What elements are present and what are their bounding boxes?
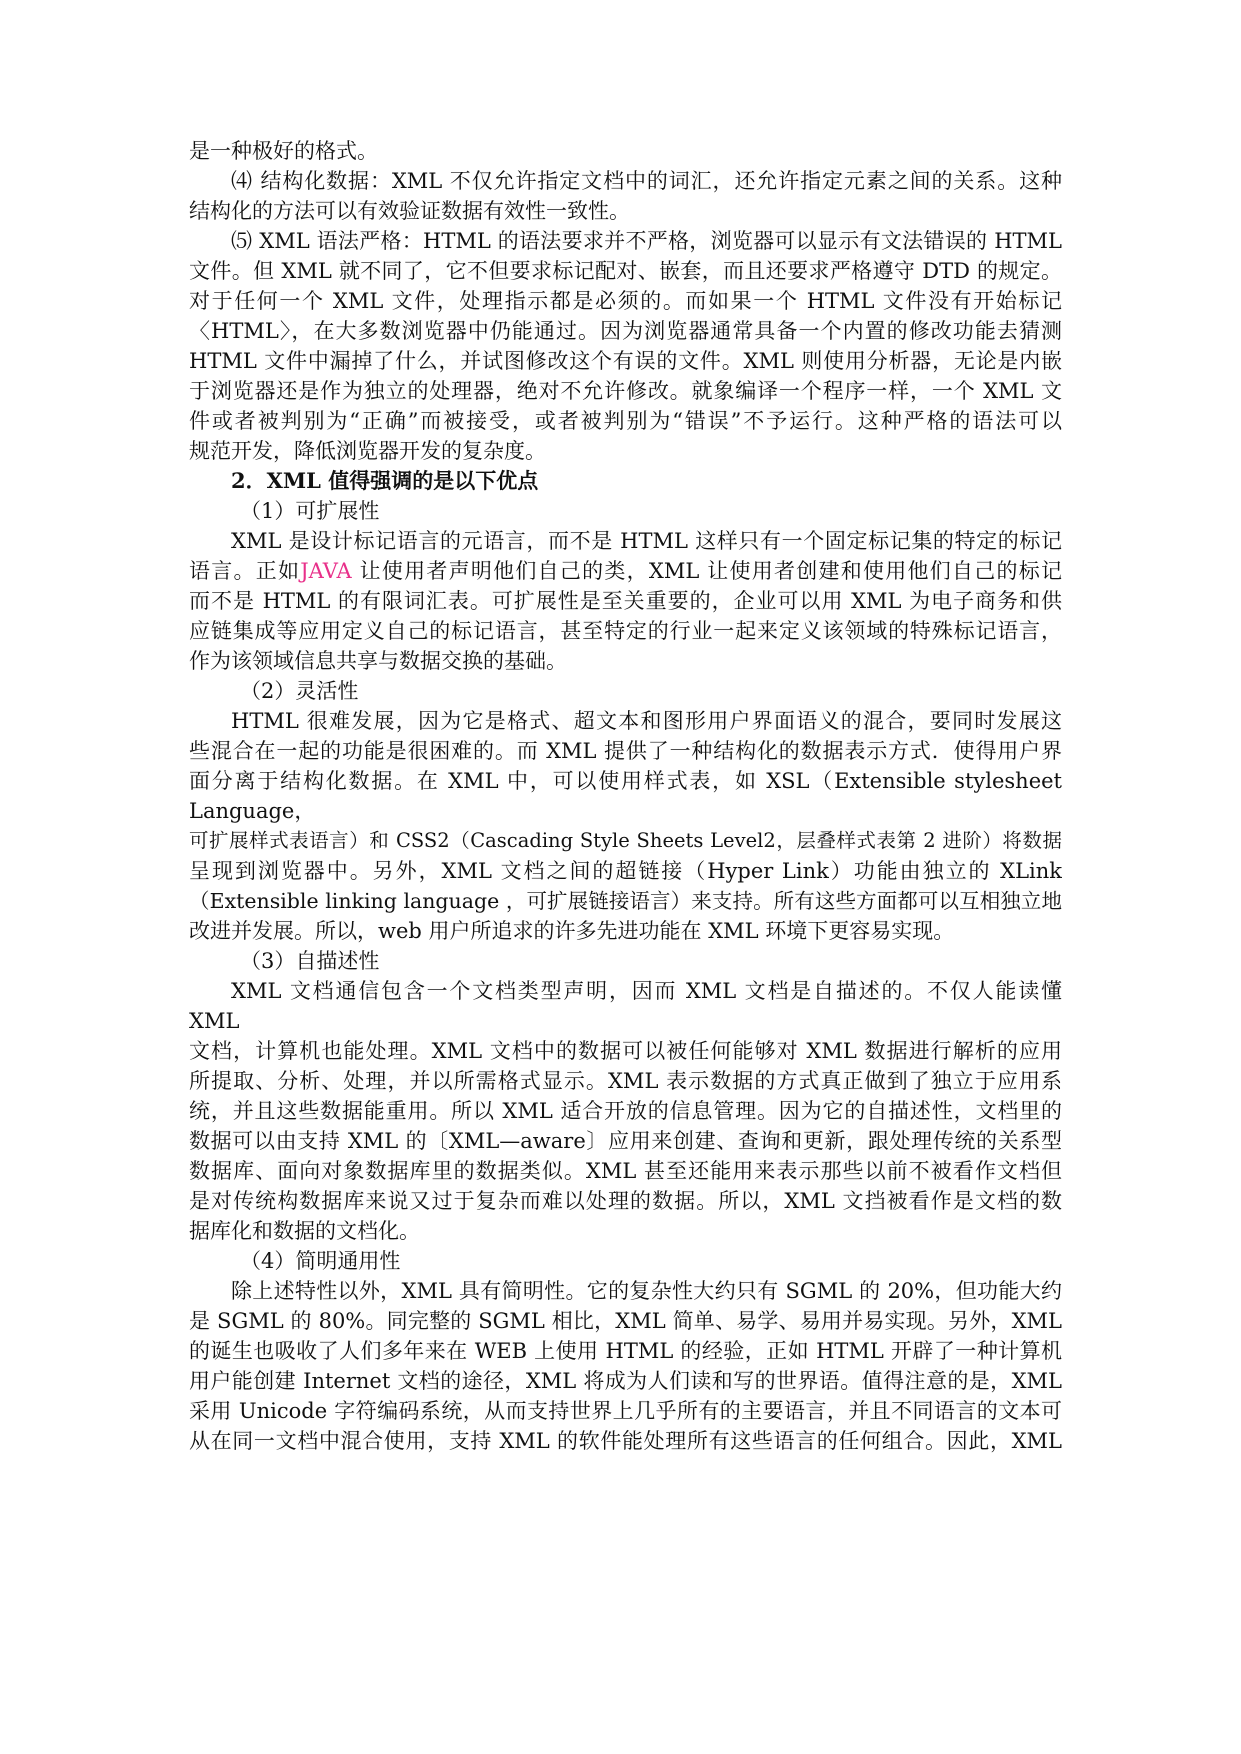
paragraph-line: ⑷ 结构化数据：XML 不仅允许指定文档中的词汇，还允许指定元素之间的关系。这种 — [231, 169, 1062, 193]
paragraph-line: 采用 Unicode 字符编码系统，从而支持世界上几乎所有的主要语言，并且不同语言的文本可 — [189, 1399, 1062, 1423]
paragraph-line: 统，并且这些数据能重用。所以 XML 适合开放的信息管理。因为它的自描述性，文档里的 — [189, 1099, 1062, 1123]
paragraph-text: 语言。正如 — [189, 559, 301, 583]
paragraph-line: 件或者被判别为“正确”而被接受，或者被判别为“错误”不予运行。这种严格的语法可以 — [189, 409, 1062, 433]
paragraph-line: 所提取、分析、处理，并以所需格式显示。XML 表示数据的方式真正做到了独立于应用系 — [189, 1069, 1062, 1093]
paragraph-line: 规范开发，降低浏览器开发的复杂度。 — [189, 439, 546, 463]
paragraph-line: 从在同一文档中混合使用，支持 XML 的软件能处理所有这些语言的任何组合。因此，XML — [189, 1429, 1062, 1453]
paragraph-line: ⑸ XML 语法严格：HTML 的语法要求并不严格，浏览器可以显示有文法错误的 HTML — [231, 229, 1062, 253]
paragraph-line: XML 是设计标记语言的元语言，而不是 HTML 这样只有一个固定标记集的特定的标记 — [231, 529, 1062, 553]
paragraph-line: 结构化的方法可以有效验证数据有效性一致性。 — [189, 199, 630, 223]
paragraph-line — [189, 556, 1062, 586]
paragraph-line: 可扩展样式表语言）和 CSS2（Cascading Style Sheets Level2，层叠样式表第 2 进阶）将数据 — [189, 829, 1062, 852]
paragraph-line: 作为该领域信息共享与数据交换的基础。 — [189, 649, 567, 673]
paragraph-line: HTML 文件中漏掉了什么，并试图修改这个有误的文件。XML 则使用分析器，无论是内嵌 — [189, 349, 1062, 373]
paragraph-line: 是对传统构数据库来说又过于复杂而难以处理的数据。所以，XML 文挡被看作是文档的数 — [189, 1189, 1062, 1213]
paragraph-text: 让使用者声明他们自己的类，XML 让使用者创建和使用他们自己的标记 — [351, 559, 1062, 583]
paragraph-line: XML — [189, 1009, 240, 1033]
paragraph-line: 对于任何一个 XML 文件，处理指示都是必须的。而如果一个 HTML 文件没有开始标记 — [189, 289, 1062, 313]
paragraph-line: 呈现到浏览器中。另外，XML 文档之间的超链接（Hyper Link）功能由独立的 XLink — [189, 859, 1062, 883]
paragraph-line: Language， — [189, 799, 316, 823]
paragraph-line: 文件。但 XML 就不同了，它不但要求标记配对、嵌套，而且还要求严格遵守 DTD 的规定。 — [189, 259, 1062, 283]
paragraph-line: 于浏览器还是作为独立的处理器，绝对不允许修改。就象编译一个程序一样，一个 XML 文 — [189, 379, 1062, 403]
paragraph-line: 而不是 HTML 的有限词汇表。可扩展性是至关重要的，企业可以用 XML 为电子商务和供 — [189, 589, 1062, 613]
paragraph-line: 用户能创建 Internet 文档的途径，XML 将成为人们读和写的世界语。值得注意的是，XML — [189, 1369, 1062, 1393]
subsection-heading: （4）简明通用性 — [240, 1249, 401, 1273]
subsection-heading: （1）可扩展性 — [240, 499, 380, 523]
paragraph-line: 〈HTML〉，在大多数浏览器中仍能通过。因为浏览器通常具备一个内置的修改功能去猜测 — [189, 319, 1062, 343]
paragraph-line: 文档，计算机也能处理。XML 文档中的数据可以被任何能够对 XML 数据进行解析的应用 — [189, 1039, 1062, 1063]
paragraph-line: 是 SGML 的 80%。同完整的 SGML 相比，XML 简单、易学、易用并易实现。另外，XML — [189, 1309, 1062, 1333]
paragraph-line: 应链集成等应用定义自己的标记语言，甚至特定的行业一起来定义该领域的特殊标记语言， — [189, 619, 1062, 643]
paragraph-line: 改进并发展。所以，web 用户所追求的许多先进功能在 XML 环境下更容易实现。 — [189, 919, 955, 943]
paragraph-line: 是一种极好的格式。 — [189, 139, 378, 163]
paragraph-line: 的诞生也吸收了人们多年来在 WEB 上使用 HTML 的经验，正如 HTML 开辟了一种计算机 — [189, 1339, 1062, 1363]
paragraph-line: 数据库、面向对象数据库里的数据类似。XML 甚至还能用来表示那些以前不被看作文档但 — [189, 1159, 1062, 1183]
paragraph-line: 些混合在一起的功能是很困难的。而 XML 提供了一种结构化的数据表示方式．使得用户界 — [189, 739, 1062, 763]
java-highlight: JAVA — [300, 559, 352, 583]
paragraph-line: 数据可以由支持 XML 的〔XML—aware〕应用来创建、查询和更新，跟处理传统的关系型 — [189, 1129, 1062, 1153]
paragraph-line: 面分离于结构化数据。在 XML 中，可以使用样式表，如 XSL（Extensible stylesheet — [189, 769, 1062, 793]
paragraph-line: 据库化和数据的文档化。 — [189, 1219, 420, 1243]
paragraph-line: HTML 很难发展，因为它是格式、超文本和图形用户界面语义的混合，要同时发展这 — [231, 709, 1062, 733]
subsection-heading: （2）灵活性 — [240, 679, 359, 703]
paragraph-line: （Extensible linking language ，可扩展链接语言）来支持。所有这些方面都可以互相独立地 — [189, 889, 1062, 913]
subsection-heading: （3）自描述性 — [240, 949, 380, 973]
paragraph-line: XML 文档通信包含一个文档类型声明，因而 XML 文档是自描述的。不仅人能读懂 — [231, 979, 1062, 1003]
paragraph-line: 除上述特性以外，XML 具有简明性。它的复杂性大约只有 SGML 的 20%，但功能大约 — [231, 1279, 1062, 1303]
section-heading: 2．XML 值得强调的是以下优点 — [231, 468, 539, 493]
